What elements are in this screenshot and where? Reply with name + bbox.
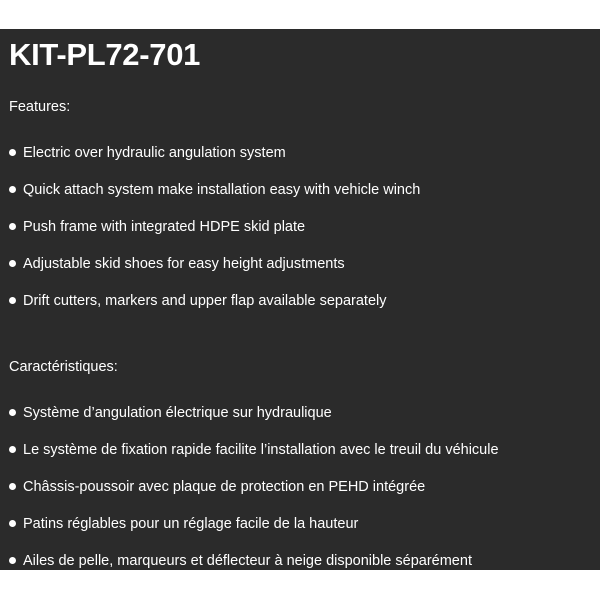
feature-text: Push frame with integrated HDPE skid plate [23, 218, 306, 235]
bullet-icon [9, 186, 16, 193]
bullet-icon [9, 260, 16, 267]
bullet-icon [9, 483, 16, 490]
bullet-icon [9, 297, 16, 304]
feature-text: Système d’angulation électrique sur hydraulique [23, 404, 332, 421]
bullet-icon [9, 149, 16, 156]
features-heading-en: Features: [9, 99, 71, 115]
feature-item [9, 245, 594, 282]
feature-item [9, 134, 594, 171]
features-list-en [9, 134, 594, 319]
bullet-icon [9, 557, 16, 564]
feature-text: Le système de fixation rapide facilite l’installation avec le treuil du véhicule [23, 441, 499, 458]
feature-text: Drift cutters, markers and upper flap available separately [23, 292, 387, 309]
features-heading-fr: Caractéristiques: [9, 359, 118, 375]
bullet-icon [9, 520, 16, 527]
features-list-fr [9, 394, 594, 579]
feature-item [9, 505, 594, 542]
feature-item [9, 468, 594, 505]
feature-text: Ailes de pelle, marqueurs et déflecteur à neige disponible séparément [23, 552, 472, 569]
feature-text: Electric over hydraulic angulation system [23, 144, 286, 161]
feature-item [9, 282, 594, 319]
feature-item [9, 542, 594, 579]
bullet-icon [9, 409, 16, 416]
feature-item [9, 208, 594, 245]
feature-item [9, 171, 594, 208]
bullet-icon [9, 223, 16, 230]
feature-text: Châssis-poussoir avec plaque de protection en PEHD intégrée [23, 478, 426, 495]
feature-item [9, 394, 594, 431]
feature-text: Quick attach system make installation easy with vehicle winch [23, 181, 421, 198]
feature-text: Patins réglables pour un réglage facile de la hauteur [23, 515, 359, 532]
feature-item [9, 431, 594, 468]
bullet-icon [9, 446, 16, 453]
product-title: KIT-PL72-701 [9, 37, 201, 72]
feature-text: Adjustable skid shoes for easy height adjustments [23, 255, 345, 272]
product-description-panel [0, 29, 600, 570]
